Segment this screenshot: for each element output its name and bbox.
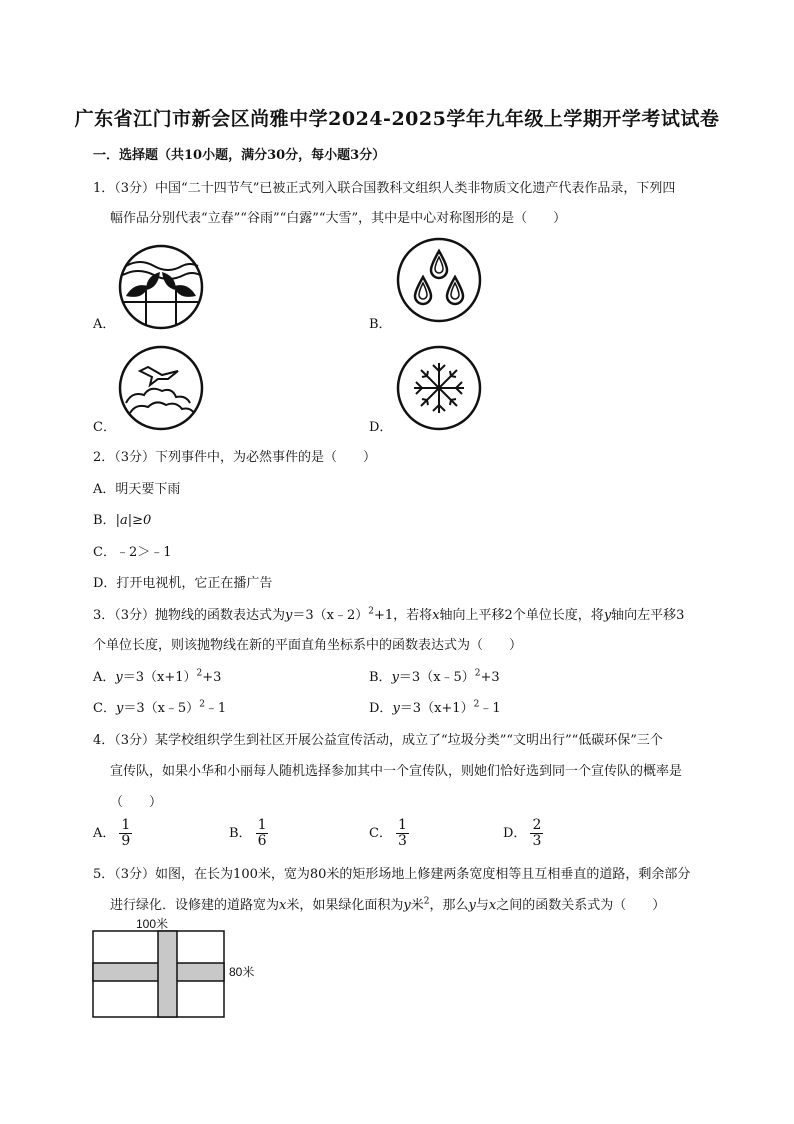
- q4-option-c: [369, 818, 409, 849]
- q3-line1-end: 轴向左平移3: [611, 608, 685, 623]
- q3-a-y: y: [115, 670, 123, 685]
- q3-c-sup: 2: [199, 699, 205, 710]
- q1-line1: 1．（3分）中国“二十四节气”已被正式列入联合国教科文组织人类非物质文化遗产代表作品录，下列四: [93, 181, 676, 196]
- q2-stem: 2．（3分）下列事件中，为必然事件的是（ ）: [93, 450, 377, 465]
- q3-var-y: y: [285, 608, 293, 623]
- q3-a-sup: 2: [196, 668, 203, 679]
- q2-option-d: D．打开电视机，它正在播广告: [93, 576, 273, 591]
- q5-unit: 米: [410, 898, 424, 913]
- q3-b-eq: ＝3（x﹣5）: [398, 670, 475, 685]
- q4-c-label: C．: [369, 826, 392, 841]
- q4-a-den: 9: [121, 833, 131, 849]
- q3-line1-eq: ＝3（x﹣2）: [292, 608, 369, 623]
- q4-b-fraction: [256, 818, 269, 849]
- q3-b-tail: +3: [480, 670, 500, 685]
- q3-a-tail: +3: [202, 670, 222, 685]
- q5-var-x: x: [279, 898, 287, 913]
- q4-d-den: 3: [532, 833, 542, 849]
- q3-line1-text: 3．（3分）抛物线的函数表达式为: [93, 608, 286, 623]
- q4-option-b: [229, 818, 268, 849]
- q1-option-d: D．: [369, 420, 393, 435]
- q4-c-den: 3: [397, 833, 407, 849]
- q4-b-label: B．: [229, 826, 252, 841]
- q3-line1-mid: +1，若将: [374, 608, 433, 623]
- q3-c-eq: ＝3（x﹣5）: [123, 701, 200, 716]
- q5-var-x2: x: [488, 898, 497, 913]
- q5-field-diagram: [92, 930, 226, 1020]
- q4-a-num: 1: [121, 817, 131, 833]
- q3-c-y: y: [115, 701, 124, 716]
- q5-line1: 5．（3分）如图，在长为100米，宽为80米的矩形场地上修建两条宽度相等且互相垂直的道路，剩余部分: [93, 867, 691, 882]
- q2-option-a: A．明天要下雨: [93, 482, 181, 497]
- q5-line2-mid2: ，那么: [429, 898, 469, 913]
- q4-c-fraction: [396, 818, 409, 849]
- q3-option-c: [93, 697, 226, 716]
- q4-d-fraction: [530, 818, 543, 849]
- q4-a-fraction: [119, 818, 132, 849]
- q4-b-den: 6: [257, 833, 267, 849]
- q3-line1-mid2: 轴向上平移2个单位长度，将: [439, 608, 604, 623]
- q3-c-tail: ﹣1: [204, 701, 227, 716]
- q1-option-a: A．: [93, 317, 116, 332]
- q3-option-b: [369, 666, 500, 685]
- q3-b-y: y: [391, 670, 399, 685]
- q1-line2: 幅作品分别代表“立春”“谷雨”“白露”“大雪”，其中是中心对称图形的是（ ）: [110, 211, 567, 226]
- bailu-swallow-icon: [118, 345, 204, 431]
- q3-option-d: [369, 697, 501, 716]
- q5-line2-mid: 米，如果绿化面积为: [286, 898, 404, 913]
- q4-line1: 4．（3分）某学校组织学生到社区开展公益宣传活动，成立了“垃圾分类”“文明出行”“低碳环保”三个: [93, 733, 663, 748]
- q5-line2-pre: 进行绿化．设修建的道路宽为: [110, 898, 280, 913]
- q3-a-eq: ＝3（x+1）: [122, 670, 197, 685]
- q3-c-label: C．: [93, 701, 116, 716]
- page-title: 广东省江门市新会区尚雅中学2024-2025学年九年级上学期开学考试试卷: [74, 108, 720, 130]
- q3-b-sup: 2: [474, 668, 481, 679]
- q5-line2: [110, 894, 665, 913]
- q3-a-label: A．: [93, 670, 116, 685]
- q3-d-eq: ＝3（x+1）: [399, 701, 474, 716]
- q3-var-x: x: [432, 608, 440, 623]
- q3-b-label: B．: [369, 670, 392, 685]
- q3-line1: [93, 604, 684, 623]
- q3-line1-sup: 2: [368, 606, 375, 617]
- q5-var-y2: y: [468, 898, 476, 913]
- q3-d-label: D．: [369, 701, 393, 716]
- guyu-raindrops-icon: [396, 237, 482, 323]
- q5-var-y: y: [403, 898, 411, 913]
- q3-d-sup: 2: [473, 699, 480, 710]
- q4-a-label: A．: [93, 826, 116, 841]
- q2-option-b-label: B．: [93, 513, 116, 528]
- q5-figure-length-label: 100米: [136, 917, 169, 931]
- q5-sup: 2: [423, 896, 430, 907]
- q4-line3: （ ）: [110, 795, 163, 810]
- q3-d-y: y: [392, 701, 400, 716]
- lichun-sprout-icon: [118, 244, 204, 330]
- q3-d-tail: ﹣1: [479, 701, 501, 716]
- q4-line2: 宣传队，如果小华和小丽每人随机选择参加其中一个宣传队，则她们恰好选到同一个宣传队的概率是: [110, 764, 683, 779]
- q2-option-c: C．﹣2＞﹣1: [93, 545, 172, 560]
- q3-var-y2: y: [603, 608, 612, 623]
- q4-c-num: 1: [397, 817, 407, 833]
- q5-line2-mid3: 与: [475, 898, 489, 913]
- q3-option-a: [93, 666, 221, 685]
- q5-line2-end: 之间的函数关系式为（ ）: [496, 898, 666, 913]
- q1-option-b: B．: [369, 317, 392, 332]
- q4-b-num: 1: [257, 817, 267, 833]
- q4-d-num: 2: [532, 817, 542, 833]
- section-heading: 一．选择题（共10小题，满分30分，每小题3分）: [93, 148, 386, 163]
- q2-option-b: [93, 509, 151, 528]
- q4-d-label: D．: [503, 826, 527, 841]
- q5-figure-width-label: 80米: [229, 965, 255, 979]
- q1-option-c: C．: [93, 420, 116, 435]
- q2-option-b-expr: |a|≥0: [115, 513, 152, 528]
- q4-option-d: [503, 818, 543, 849]
- daxue-snowflake-icon: [396, 345, 482, 431]
- q4-option-a: [93, 818, 132, 849]
- q3-line2: 个单位长度，则该抛物线在新的平面直角坐标系中的函数表达式为（ ）: [93, 638, 523, 653]
